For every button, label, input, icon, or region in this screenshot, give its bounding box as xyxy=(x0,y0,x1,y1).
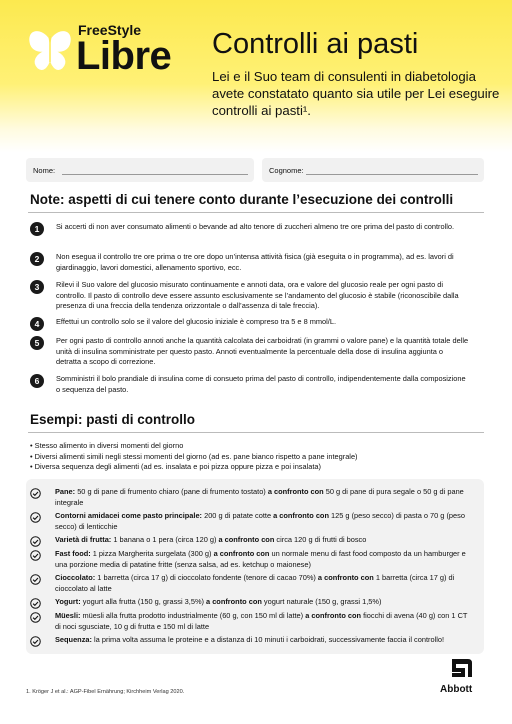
example-option-a: 50 g di pane di frumento chiaro (pane di frumento tostato) xyxy=(75,487,268,496)
note-number: 5 xyxy=(30,336,44,350)
header-banner xyxy=(0,0,512,152)
surname-label: Cognome: xyxy=(269,166,304,175)
example-option-a: la prima volta assuma le proteine e a distanza di 10 minuti i carboidrati, successivamente faccia il controllo! xyxy=(91,635,445,644)
check-circle-icon xyxy=(30,598,41,609)
example-connector: a confronto con xyxy=(267,487,324,496)
note-number: 2 xyxy=(30,252,44,266)
note-text: Non esegua il controllo tre ore prima o tre ore dopo un’intensa attività fisica (già eseguita o in programma), ad es. lavori di giardinaggio, lavori domestici, allenamento sportivo, ecc. xyxy=(56,252,454,272)
notes-heading: Note: aspetti di cui tenere conto durante l’esecuzione dei controlli xyxy=(30,192,454,207)
examples-heading: Esempi: pasti di controllo xyxy=(30,412,196,427)
example-option-a: müesli alla frutta prodotto industrialmente (60 g, con 150 ml di latte) xyxy=(80,611,306,620)
butterfly-icon xyxy=(26,28,74,74)
bullet-item: • Stesso alimento in diversi momenti del giorno xyxy=(30,441,184,450)
example-option-a: 1 barretta (circa 17 g) di cioccolato fondente (tenore di cacao 70%) xyxy=(95,573,318,582)
page-subtitle: Lei e il Suo team di consulenti in diabetologia avete constatato quanto sia utile per Lei eseguire controlli ai pasti¹. xyxy=(212,69,500,118)
example-label: Cioccolato: xyxy=(55,573,96,582)
note-text: Per ogni pasto di controllo annoti anche la quantità calcolata dei carboidrati (in grammi o valore pane) e la quantità totale delle unità di insulina somministrate per questo pasto. Annoti eventualmente la percentuale della dose di insulina aggiunta o detratta a scopo di correzione. xyxy=(56,336,469,367)
name-line xyxy=(62,174,248,175)
example-option-b: circa 120 g di frutti di bosco xyxy=(274,535,367,544)
example-label: Fast food: xyxy=(55,549,91,558)
example-connector: a confronto con xyxy=(213,549,270,558)
examples-divider xyxy=(28,432,484,433)
abbott-mark-icon xyxy=(449,656,475,680)
example-connector: a confronto con xyxy=(317,573,374,582)
example-option-a: 1 pizza Margherita surgelata (300 g) xyxy=(90,549,214,558)
check-circle-icon xyxy=(30,612,41,623)
example-label: Contorni amidacei come pasto principale: xyxy=(55,511,203,520)
note-number: 1 xyxy=(30,222,44,236)
bullet-item: • Diversa sequenza degli alimenti (ad es. insalata e poi pizza oppure pizza e poi insalata) xyxy=(30,462,321,472)
example-label: Müesli: xyxy=(55,611,81,620)
example-connector: a confronto con xyxy=(305,611,362,620)
name-label: Nome: xyxy=(33,166,56,175)
brand-libre: Libre xyxy=(76,34,172,78)
example-label: Pane: xyxy=(55,487,76,496)
page-title: Controlli ai pasti xyxy=(212,28,419,60)
note-text: Rilevi il Suo valore del glucosio misurato continuamente e annoti data, ora e valore del glucosio reale per ogni pasto di controllo. Il pasto di controllo deve essere assunto esclusivamente se l’andamento del glucosio è stabile (riconoscibile dalla presenza di una freccia della tendenza orizzontale o dall’assenza di tale freccia). xyxy=(56,280,459,311)
bullet-item: • Diversi alimenti simili negli stessi momenti del giorno (ad es. pane bianco rispetto a pane integrale) xyxy=(30,451,358,461)
note-number: 4 xyxy=(30,317,44,331)
example-option-a: 200 g di patate cotte xyxy=(202,511,274,520)
abbott-logo xyxy=(438,656,488,702)
note-text: Somministri il bolo prandiale di insulina come di consueto prima del pasto di controllo, indipendentemente dalla composizione o sequenza del pasto. xyxy=(56,374,466,394)
example-connector: a confronto con xyxy=(273,511,329,520)
footnote: 1. Kröger J et al.: AGP-Fibel Ernährung; Kirchheim Verlag 2020. xyxy=(26,689,185,695)
example-connector: a confronto con xyxy=(206,597,262,606)
notes-divider xyxy=(28,212,484,213)
example-connector: a confronto con xyxy=(218,535,275,544)
surname-line xyxy=(306,174,478,175)
brand-freestyle: FreeStyle xyxy=(78,22,142,38)
check-circle-icon xyxy=(30,550,41,561)
surname-field[interactable] xyxy=(262,158,484,182)
example-option-a: yogurt alla frutta (150 g, grassi 3,5%) xyxy=(80,597,207,606)
example-option-b: fiocchi di avena (40 g) con 1 CT di noci sgusciate, 10 g di frutta e 150 ml di latte xyxy=(55,611,468,631)
check-circle-icon xyxy=(30,536,41,547)
example-option-b: 1 barretta (circa 17 g) di cioccolato al latte xyxy=(55,573,455,593)
example-option-b: un normale menu di fast food composto da un hamburger e una porzione media di patatine fritte (senza salsa, ad es. ketchup o maionese) xyxy=(55,549,466,569)
note-number: 3 xyxy=(30,280,44,294)
example-option-b: 125 g (peso secco) di pasta o 70 g (peso secco) di lenticchie xyxy=(55,511,465,531)
note-text: Si accerti di non aver consumato alimenti o bevande ad alto tenore di zuccheri almeno tre ore prima del pasto di controllo. xyxy=(56,222,455,231)
check-circle-icon xyxy=(30,636,41,647)
note-text: Effettui un controllo solo se il valore del glucosio iniziale è compreso tra 5 e 8 mmol/L. xyxy=(56,317,337,326)
name-field[interactable] xyxy=(26,158,254,182)
freestyle-libre-logo xyxy=(26,20,196,90)
example-option-b: 50 g di pane di pura segale o 50 g di pane integrale xyxy=(55,487,464,507)
note-number: 6 xyxy=(30,374,44,388)
example-label: Sequenza: xyxy=(55,635,92,644)
abbott-wordmark: Abbott xyxy=(440,684,473,695)
example-option-b: yogurt naturale (150 g, grassi 1,5%) xyxy=(261,597,382,606)
example-label: Yogurt: xyxy=(55,597,81,606)
example-option-a: 1 banana o 1 pera (circa 120 g) xyxy=(111,535,219,544)
example-label: Varietà di frutta: xyxy=(55,535,112,544)
check-circle-icon xyxy=(30,488,41,499)
check-circle-icon xyxy=(30,512,41,523)
example-bullets xyxy=(30,441,480,473)
check-circle-icon xyxy=(30,574,41,585)
